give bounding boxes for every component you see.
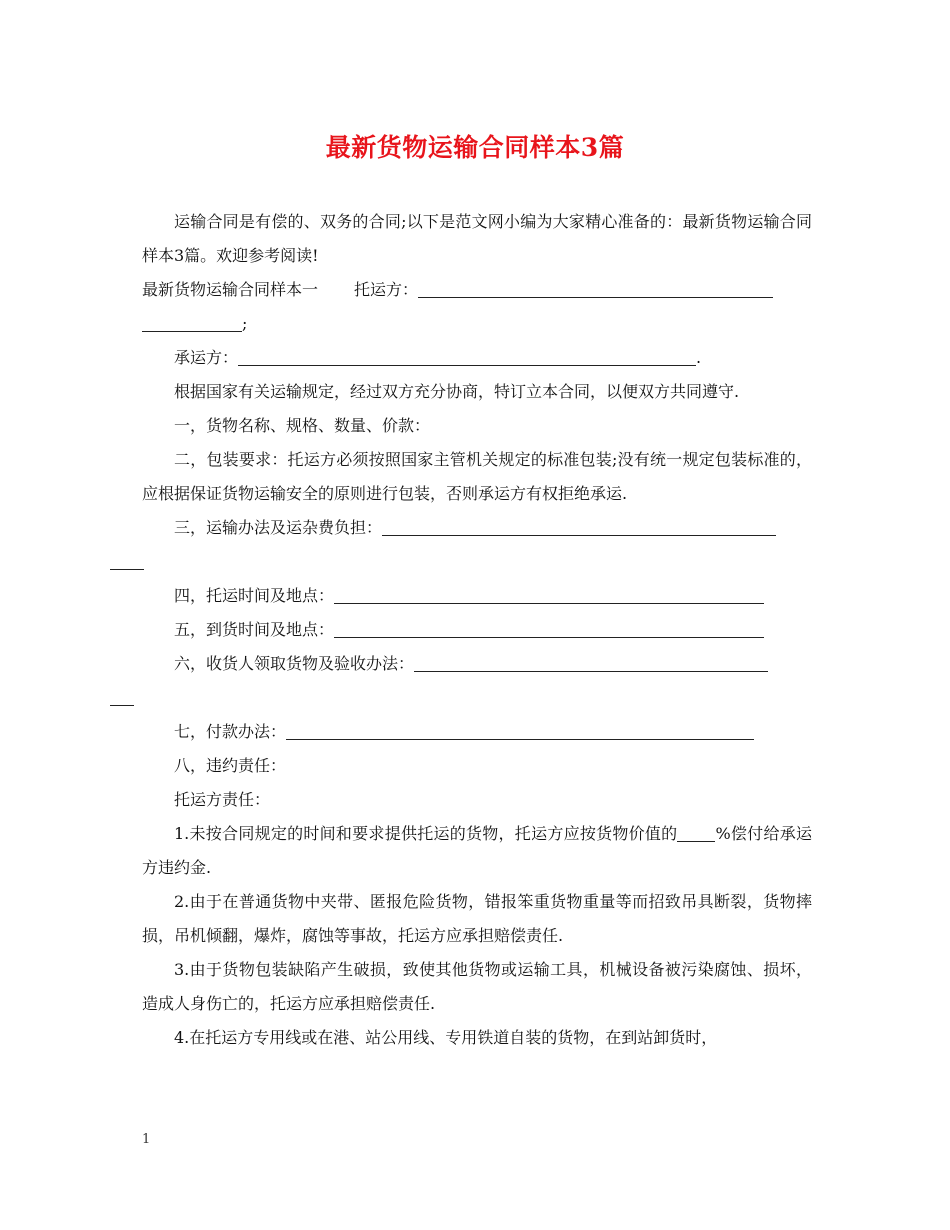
clause-7-line <box>142 715 812 749</box>
clause-4-blank <box>334 587 764 604</box>
shipper-blank <box>418 281 773 298</box>
carrier-blank <box>238 349 696 366</box>
clause-6-line <box>142 647 812 715</box>
clause-1: 一，货物名称、规格、数量、价款： <box>174 416 431 435</box>
clause-3-blank <box>382 519 776 536</box>
clause-6-blank-continued <box>110 689 134 706</box>
clause-4: 四，托运时间及地点： <box>174 586 335 605</box>
preamble-paragraph: 根据国家有关运输规定，经过双方充分协商，特订立本合同，以便双方共同遵守. <box>174 382 740 401</box>
clause-3: 三，运输办法及运杂费负担： <box>174 518 383 537</box>
clause-6-blank <box>414 655 768 672</box>
liability-item-1 <box>142 817 812 885</box>
clause-5-blank <box>334 621 764 638</box>
shipper-liability-heading: 托运方责任： <box>174 790 271 809</box>
shipper-label: 托运方： <box>354 280 419 299</box>
clause-5: 五，到货时间及地点： <box>174 620 335 639</box>
sample-heading: 最新货物运输合同样本一 <box>142 280 319 299</box>
clause-5-line <box>142 613 812 647</box>
clause-4-line <box>142 579 812 613</box>
carrier-label: 承运方： <box>174 348 239 367</box>
clause-7: 七，付款办法： <box>174 722 287 741</box>
page-number: 1 <box>142 1132 151 1147</box>
clause-2: 二，包装要求：托运方必须按照国家主管机关规定的标准包装;没有统一规定包装标准的，应根据保证货物运输安全的原则进行包装，否则承运方有权拒绝承运. <box>142 450 812 503</box>
carrier-end: . <box>696 348 702 367</box>
clause-6: 六，收货人领取货物及验收办法： <box>174 654 415 673</box>
clause-3-line <box>142 511 812 579</box>
liability-item-1-rest: %偿付给承运方违约金. <box>142 824 812 877</box>
percent-blank <box>677 825 715 842</box>
liability-item-4: 4.在托运方专用线或在港、站公用线、专用铁道自装的货物，在到站卸货时， <box>174 1028 718 1047</box>
clause-8: 八，违约责任： <box>174 756 287 775</box>
liability-item-2: 2.由于在普通货物中夹带、匿报危险货物，错报笨重货物重量等而招致吊具断裂，货物摔损，吊机倾翻，爆炸，腐蚀等事故，托运方应承担赔偿责任. <box>142 892 812 945</box>
liability-item-1-text: 1.未按合同规定的时间和要求提供托运的货物，托运方应按货物价值的 <box>174 824 678 843</box>
carrier-line <box>142 341 812 375</box>
clause-7-blank <box>286 723 754 740</box>
intro-paragraph: 运输合同是有偿的、双务的合同;以下是范文网小编为大家精心准备的：最新货物运输合同样本3篇。欢迎参考阅读! <box>142 212 812 265</box>
shipper-end: ; <box>242 314 248 333</box>
document-title: 最新货物运输合同样本3篇 <box>325 133 625 162</box>
liability-item-3: 3.由于货物包装缺陷产生破损，致使其他货物或运输工具，机械设备被污染腐蚀、损坏，造成人身伤亡的，托运方应承担赔偿责任. <box>142 960 812 1013</box>
shipper-blank-continued <box>142 315 242 332</box>
clause-3-blank-continued <box>110 553 144 570</box>
document-body <box>142 205 812 1055</box>
sample-heading-line <box>142 273 812 341</box>
